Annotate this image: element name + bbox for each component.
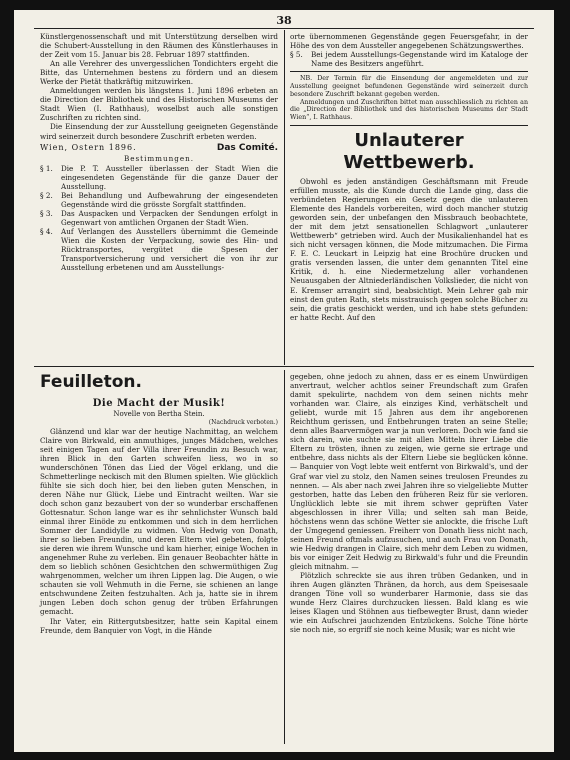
rule-item: § 1. Die P. T. Aussteller überlassen der Stadt Wien die eingesendeten Gegenstände für die ganze Dauer der Ausstellung. <box>40 163 278 191</box>
divider <box>290 71 528 72</box>
story-text-right-2: Plötzlich schreckte sie aus ihren trüben Gedanken, und in ihren Augen glänzten Thränen, da horch, aus dem Speisesaale drangen Töne voll so wunderbarer Harmonie, dass sie das wunde Herz Claires durchzucken liessen. Bald klang es wie leises Klagen und Stöhnen aus tiefbewegter Brust, dann wieder wie ein Aufschrei jauchzenden Entzückens. Solche Töne hörte sie noch nie, so ergriff sie noch keine Musik; war es nicht wie <box>290 571 528 635</box>
feuilleton-rule <box>34 366 534 367</box>
story-text-right: gegeben, ohne jedoch zu ahnen, dass er es einem Unwürdigen anvertraut, welcher achtlos seiner Freundschaft zum Grafen damit spekulirte, nachdem von dem seinen nichts mehr vorhanden war. Claire, als einziges Kind, verhätschelt und geliebt, wurde mit 15 Jahren aus dem ihr angeborenen Reichthum gerissen, und Entbehrungen traten an seine Stelle; denn alles Baarvermögen war ja nun verloren. Doch wie fand sie sich darein, wie suchte sie mit allen Mitteln ihrer Liebe die Eltern zu trösten, ihnen zu zeigen, wie gerne sie ertrage und entbehre, dass nichts als der Eltern Liebe sie beglücken könne. — Banquier von Vogt lebte weit entfernt von Birkwald's, und der Graf war viel zu stolz, den Namen seines treulosen Freundes zu nennen. — Als aber nach zwei Jahren ihre so vielgeliebte Mutter gestorben, hatte das Leben den früheren Reiz für sie verloren. Unglücklich lebte sie mit ihrem schwer geprüften Vater abgeschlossen in ihrer Villa; und selten sah man Beide, höchstens wenn das schöne Wetter sie anlockte, die frische Luft der Umgegend geniessen. Freiherr von Donath liess nicht nach, seinen Freund oftmals aufzusuchen, und auch Frau von Donath, wie Hedwig drangen in Claire, sich mehr dem Leben zu widmen, bis vor einiger Zeit Hedwig zu Birkwald's fuhr und die Freundin gleich mitnahm. — <box>290 372 528 571</box>
story-text-left-2: Ihr Vater, ein Rittergutsbesitzer, hatte sein Kapital einem Freunde, dem Banquier von Vogt, in die Hände <box>40 616 278 635</box>
feuilleton-divider <box>284 370 285 744</box>
notice-continuation <box>290 32 528 322</box>
bestimmungen-title: Bestimmungen. <box>123 153 195 163</box>
story-title: Die Macht der Musik! <box>92 398 226 409</box>
top-rule <box>34 28 534 29</box>
exhibition-notice <box>40 32 278 272</box>
notice-intro: Künstlergenossenschaft und mit Unterstützung derselben wird die Schubert-Ausstellung in den Räumen des Künstlerhauses in der Zeit vom 15. Januar bis 28. Februar 1897 stattfinden. <box>40 32 278 60</box>
feuilleton-label: Feuilleton. <box>40 372 142 392</box>
rule-item: § 3. Das Auspacken und Verpacken der Sendungen erfolgt in Gegenwart von amtlichen Organen der Stadt Wien. <box>40 208 278 227</box>
article-headline: Unlauterer Wettbewerb. <box>343 129 475 173</box>
reprint-notice: (Nachdruck verboten.) <box>208 419 278 427</box>
rule-item: § 4. Auf Verlangen des Ausstellers übernimmt die Gemeinde Wien die Kosten der Verpackung, sowie des Hin- und Rücktransportes, vergütet die Spesen der Transportversicherung und versichert die von ihr zur Ausstellung erbetenen und am Ausstellungs- <box>40 226 278 273</box>
notice-cont: orte übernommenen Gegenstände gegen Feuersgefahr, in der Höhe des von dem Aussteller angegebenen Schätzungswerthes. <box>290 32 528 51</box>
divider <box>290 125 528 126</box>
feuilleton-right <box>290 372 528 634</box>
story-byline: Novelle von Bertha Stein. <box>113 410 205 418</box>
rule-item: § 5. Bei jedem Ausstellungs-Gegenstande wird im Kataloge der Name des Besitzers angeführt. <box>290 50 528 69</box>
newspaper-page <box>14 10 554 752</box>
notice-p4: Die Einsendung der zur Ausstellung geeigneten Gegenstände wird seinerzeit durch besondere Zuschrift erbeten werden. <box>40 122 278 141</box>
notice-p2: An alle Verehrer des unvergesslichen Tondichters ergeht die Bitte, das Unternehmen bestens zu fördern und an diesem Werke der Pietät thatkräftig mitzuwirken. <box>40 59 278 87</box>
column-divider <box>284 30 285 365</box>
page-number: 38 <box>276 14 292 27</box>
feuilleton-left <box>40 372 278 635</box>
notice-p3: Anmeldungen werden bis längstens 1. Juni 1896 erbeten an die Direction der Bibliothek und des Historischen Museums der Stadt Wien (I. Rathhaus), woselbst auch alle sonstigen Zuschriften zu richten sind. <box>40 86 278 123</box>
rule-item: § 2. Bei Behandlung und Aufbewahrung der eingesendeten Gegenstände wird die grösste Sorgfalt stattfinden. <box>40 190 278 209</box>
notice-date: Wien, Ostern 1896. <box>40 142 137 152</box>
notice-signature: Das Comité. <box>216 142 278 153</box>
story-text-left: Glänzend und klar war der heutige Nachmittag, an welchem Claire von Birkwald, ein anmuthiges, junges Mädchen, welches seit einigen Tagen auf der Villa ihrer Freundin zu Besuch war, ihren Blick in den Garten schweifen liess, wo in so wunderschönen Tönen das Lied der Vögel erklang, und die Schmetterlinge neckisch mit den Blumen spielten. Wie glücklich fühlte sie sich doch hier, bei den lieben guten Menschen, in deren Nähe nur Glück, Liebe und Eintracht weilten. War sie doch schon ganz bezaubert von der so wunderbar erschaffenen Gottesnatur. Schon lange war es ihr sehnlichster Wunsch bald einmal ihrer Einöde zu entkommen und sich in dem herrlichen Sommer der Landidylle zu widmen. Von Hedwig von Donath, ihrer so lieben Freundin, und deren Eltern viel gebeten, folgte sie deren wie ihrem Wunsche und kam hierher, einige Wochen in angenehmer Ruhe zu verleben. Ein genauer Beobachter hätte in dem so lieblich schönen Gesichtchen den schwermüthigen Zug wahrgenommen, welcher um ihren Lippen lag. Die Augen, o wie schauten sie voll Wehmuth in die Ferne, sie schienen an lange entschwundene Zeiten festzuhalten. Ach ja, hatte sie in ihrem jungen Leben doch schon genug der trüben Erfahrungen gemacht. <box>40 426 278 617</box>
nb-notice: NB. Der Termin für die Einsendung der angemeldeten und zur Ausstellung geeignet befundenen Gegenstände wird seinerzeit durch besondere Zuschrift bekannt gegeben werden. Anmeldungen und Zuschriften bittet man ausschliesslich zu richten an die „Direction der Bibliothek und des historischen Museums der Stadt Wien“, I. Rathhaus. <box>290 75 528 122</box>
article-body: Obwohl es jeden anständigen Geschäftsmann mit Freude erfüllen musste, als die Kunde durch die Lande ging, dass die verbündeten Regierungen ein Gesetz gegen die unlauteren Elemente des Handels vorbereiten, wird doch mancher stutzig geworden sein, der unbefangen den Missbrauch beobachtete, der mit dem jetzt sensationellen Schlagwort „unlauterer Wettbewerb“ getrieben wird. Auch der Musikalienhandel hat es sich nicht versagen können, die Mode mitzumachen. Die Firma F. E. C. Leuckart in Leipzig hat eine Brochüre drucken und gratis versenden lassen, die unter dem genannten Titel eine Kritik, d. h. eine Niedermetzelung aller vorhandenen Neuausgaben der Altniederländischen Volkslieder, die nicht von E. Kremser arrangirt sind, beabsichtigt. Mein Lehrer gab mir einst den guten Rath, stets misstrauisch gegen solche Bücher zu sein, die gratis geschickt werden, und ich habe stets gefunden: er hatte Recht. Auf den <box>290 176 528 322</box>
